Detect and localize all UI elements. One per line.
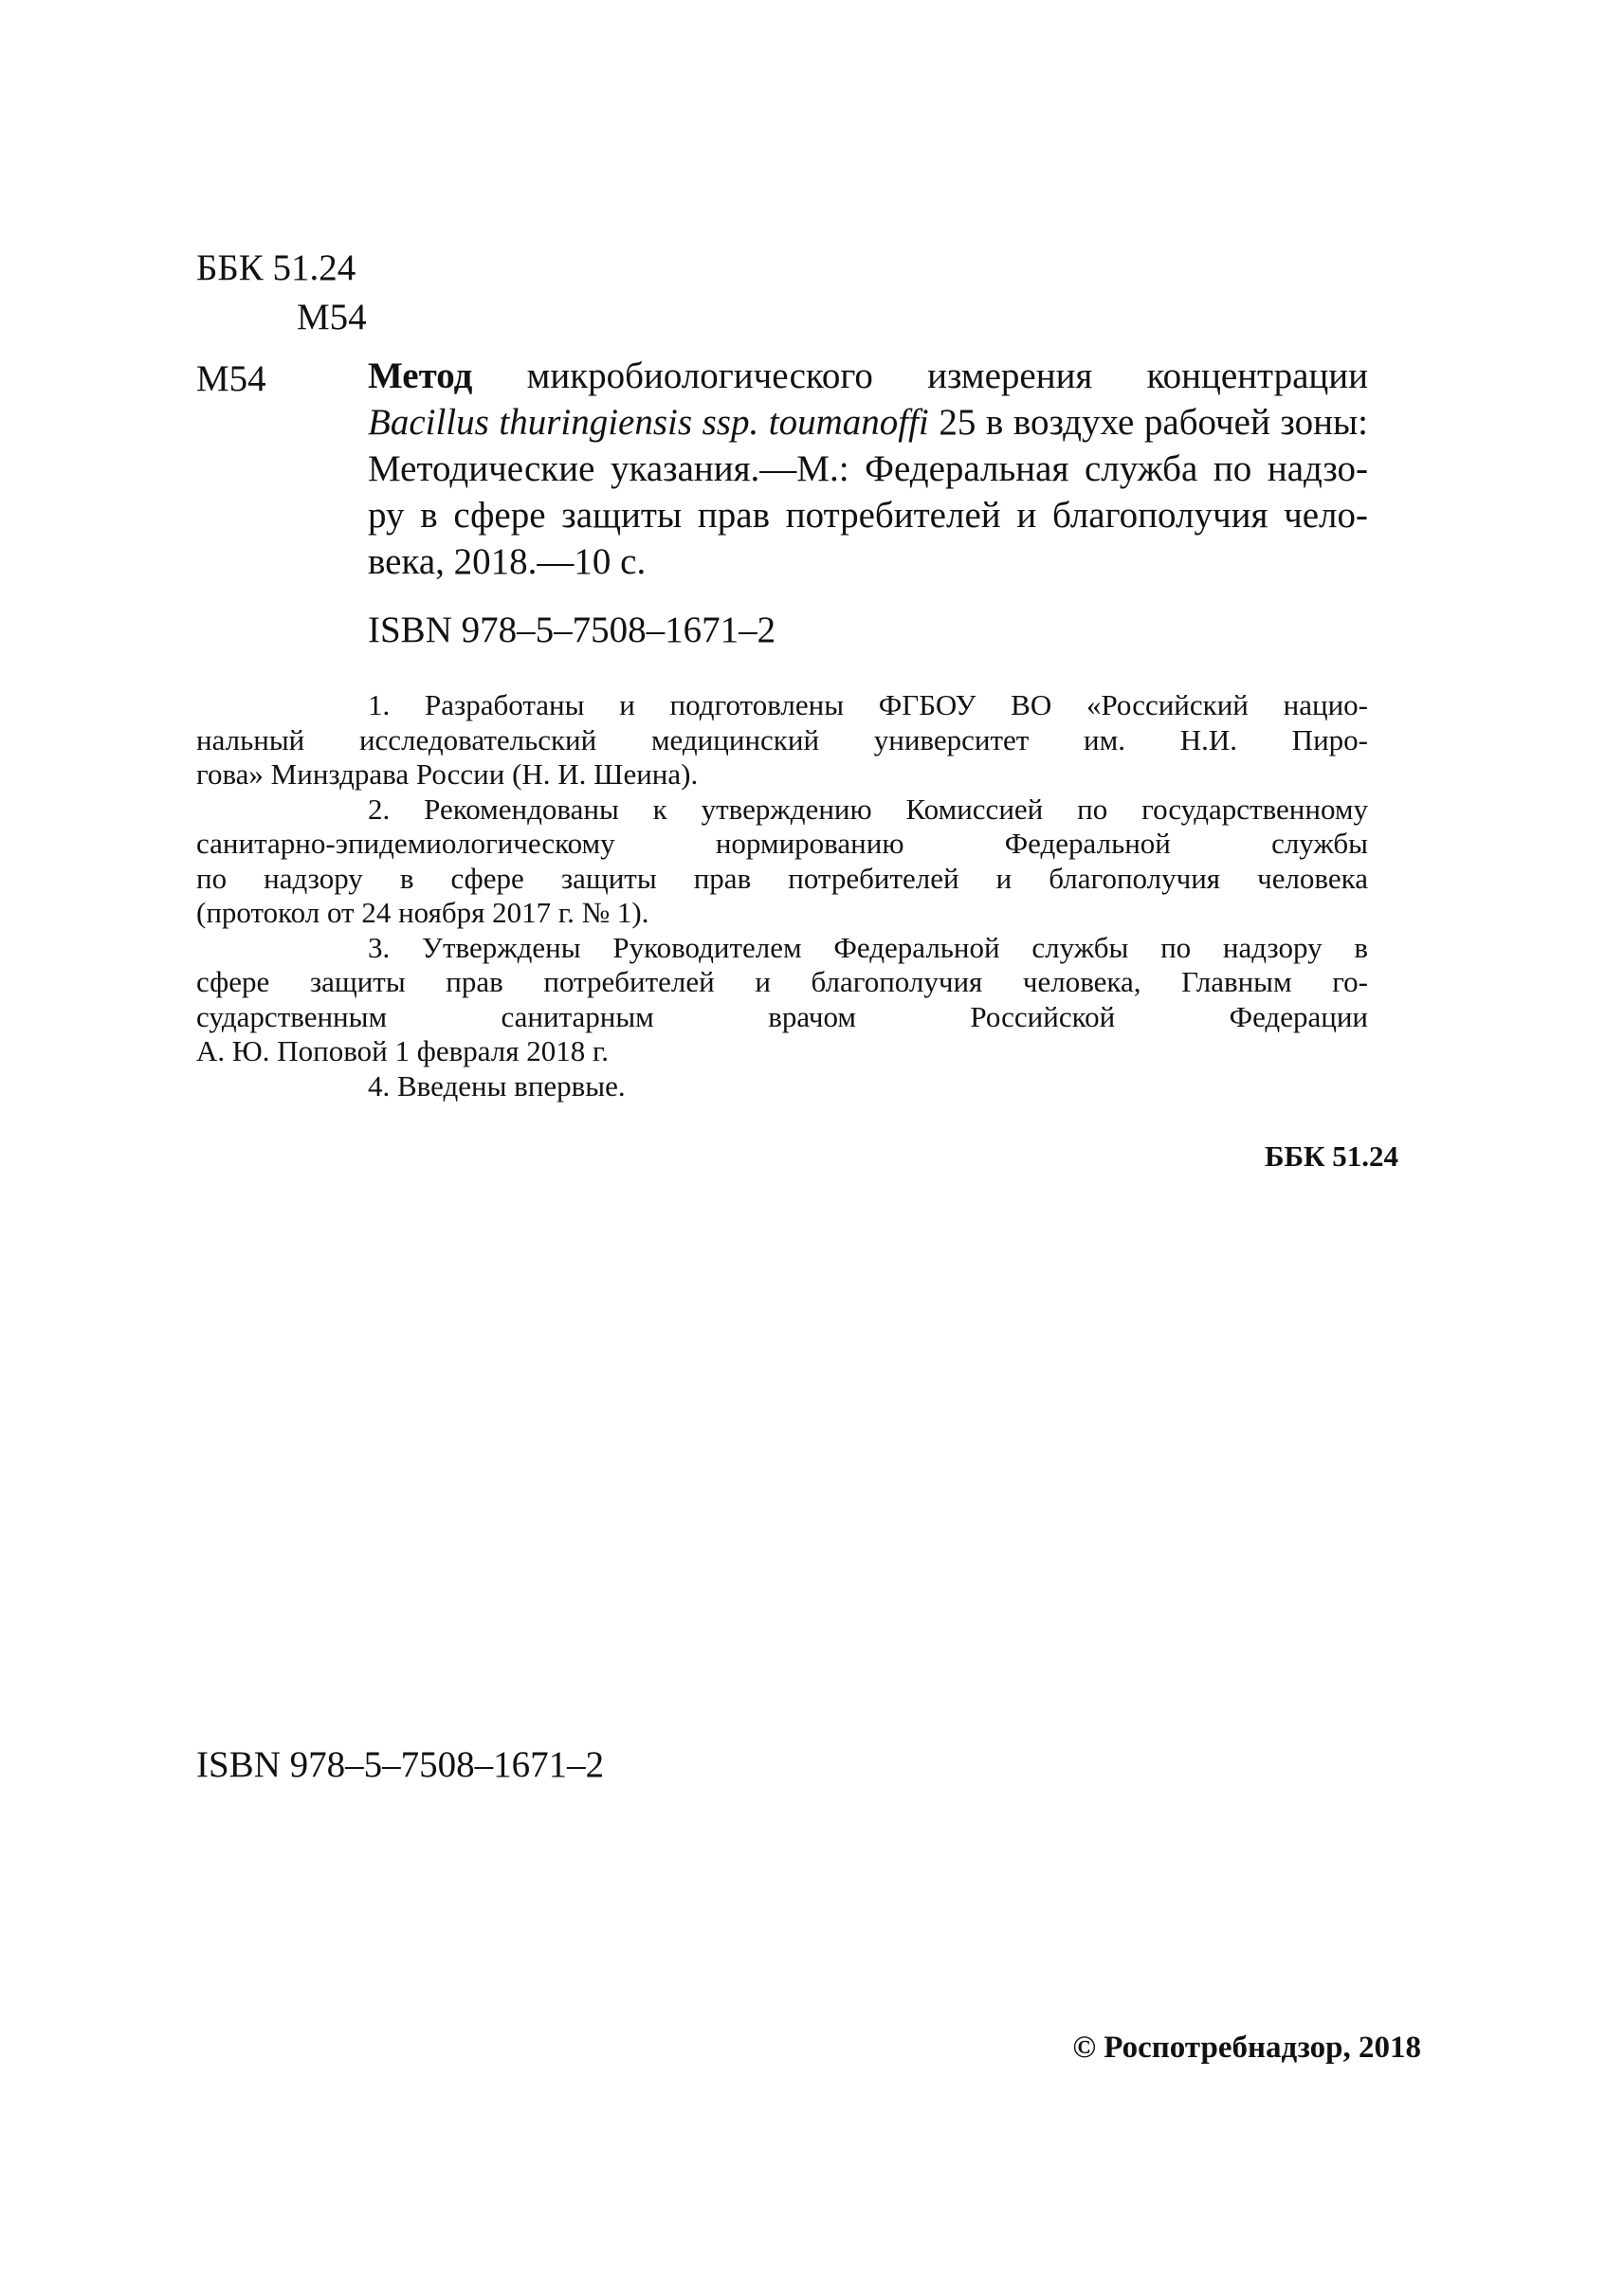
publication-notes (196, 688, 1368, 1103)
note-line: 4. Введены впервые. (368, 1068, 626, 1102)
note-line: 2. Рекомендованы к утверждению Комиссией по государственному (368, 792, 1368, 826)
entry-author-mark: М54 (196, 358, 266, 399)
note-line: А. Ю. Поповой 1 февраля 2018 г. (196, 1034, 609, 1067)
note-line: 3. Утверждены Руководителем Федеральной службы по надзору в (368, 930, 1368, 964)
isbn-inner: ISBN 978–5–7508–1671–2 (368, 610, 776, 650)
biblio-line-2 (368, 399, 1368, 446)
bibliographic-description (368, 353, 1368, 585)
biblio-line-2-rest: 25 в воздухе рабочей зоны: (928, 402, 1368, 443)
copyright-notice: © Роспотребнадзор, 2018 (1072, 2031, 1421, 2065)
note-line: по надзору в сфере защиты прав потребителей и благополучия человека (196, 861, 1368, 895)
biblio-title-word: Метод (368, 355, 473, 396)
note-line: сударственным санитарным врачом Российской Федерации (196, 999, 1368, 1033)
note-line: 1. Разработаны и подготовлены ФГБОУ ВО «Российский нацио- (368, 688, 1368, 721)
biblio-line-5: века, 2018.—10 с. (368, 541, 647, 582)
note-line: санитарно-эпидемиологическому нормированию Федеральной службы (196, 827, 1368, 860)
biblio-line-1-rest: микробиологического измерения концентрации (472, 355, 1368, 396)
author-mark: М54 (297, 297, 367, 337)
biblio-line-4: ру в сфере защиты прав потребителей и благополучия чело- (368, 495, 1368, 536)
biblio-line-1 (368, 353, 1368, 399)
bbk-index-bottom: ББК 51.24 (1265, 1139, 1398, 1173)
bbk-index: ББК 51.24 (196, 247, 356, 288)
note-line: сфере защиты прав потребителей и благополучия человека, Главным го- (196, 965, 1368, 998)
biblio-species-name: Bacillus thuringiensis ssp. toumanoffi (368, 402, 929, 443)
biblio-line-3: Методические указания.—М.: Федеральная служба по надзо- (368, 448, 1368, 489)
note-line: гова» Минздрава России (Н. И. Шеина). (196, 757, 699, 791)
note-line: (протокол от 24 ноября 2017 г. № 1). (196, 896, 649, 929)
note-line: нальный исследовательский медицинский университет им. Н.И. Пиро- (196, 722, 1368, 756)
isbn-bottom: ISBN 978–5–7508–1671–2 (196, 1744, 605, 1785)
